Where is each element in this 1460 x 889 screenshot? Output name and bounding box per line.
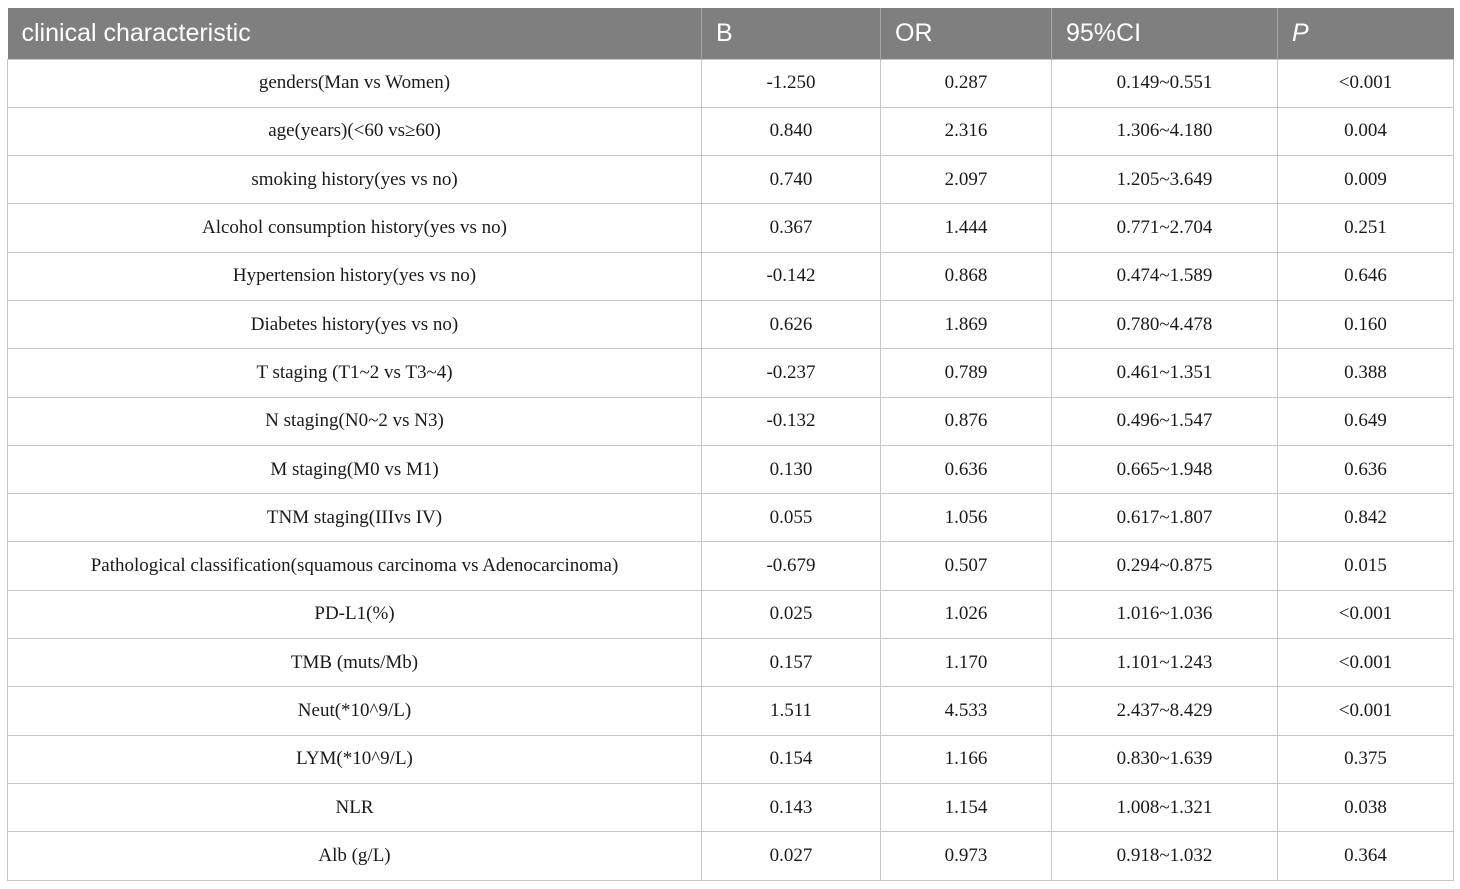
or-cell: 0.868: [881, 252, 1052, 300]
ci-cell: 0.294~0.875: [1052, 542, 1278, 590]
or-cell: 1.170: [881, 639, 1052, 687]
p-cell: <0.001: [1278, 590, 1454, 638]
or-cell: 4.533: [881, 687, 1052, 735]
p-cell: 0.004: [1278, 107, 1454, 155]
characteristic-cell: NLR: [8, 783, 702, 831]
characteristic-cell: age(years)(<60 vs≥60): [8, 107, 702, 155]
or-cell: 1.444: [881, 204, 1052, 252]
or-cell: 0.287: [881, 59, 1052, 107]
ci-cell: 2.437~8.429: [1052, 687, 1278, 735]
b-cell: -1.250: [702, 59, 881, 107]
b-cell: -0.142: [702, 252, 881, 300]
or-cell: 0.507: [881, 542, 1052, 590]
table-row: [8, 735, 1454, 783]
header-row: [8, 8, 1454, 59]
characteristic-cell: Hypertension history(yes vs no): [8, 252, 702, 300]
p-cell: 0.364: [1278, 832, 1454, 880]
ci-cell: 0.149~0.551: [1052, 59, 1278, 107]
characteristic-cell: TMB (muts/Mb): [8, 639, 702, 687]
ci-cell: 1.306~4.180: [1052, 107, 1278, 155]
b-cell: -0.132: [702, 397, 881, 445]
characteristic-cell: PD-L1(%): [8, 590, 702, 638]
table-row: [8, 494, 1454, 542]
ci-cell: 1.008~1.321: [1052, 783, 1278, 831]
b-cell: 0.626: [702, 300, 881, 348]
ci-cell: 0.665~1.948: [1052, 445, 1278, 493]
or-cell: 2.097: [881, 156, 1052, 204]
b-cell: 0.840: [702, 107, 881, 155]
header-95ci: 95%CI: [1052, 8, 1278, 59]
table-row: [8, 590, 1454, 638]
or-cell: 0.636: [881, 445, 1052, 493]
regression-table: [7, 8, 1454, 881]
table-row: [8, 445, 1454, 493]
table-row: [8, 107, 1454, 155]
ci-cell: 0.918~1.032: [1052, 832, 1278, 880]
or-cell: 0.876: [881, 397, 1052, 445]
or-cell: 1.154: [881, 783, 1052, 831]
characteristic-cell: Pathological classification(squamous carcinoma vs Adenocarcinoma): [8, 542, 702, 590]
b-cell: 0.154: [702, 735, 881, 783]
ci-cell: 0.474~1.589: [1052, 252, 1278, 300]
p-cell: 0.038: [1278, 783, 1454, 831]
table-row: [8, 59, 1454, 107]
p-cell: <0.001: [1278, 639, 1454, 687]
ci-cell: 0.830~1.639: [1052, 735, 1278, 783]
ci-cell: 0.461~1.351: [1052, 349, 1278, 397]
table-row: [8, 204, 1454, 252]
characteristic-cell: M staging(M0 vs M1): [8, 445, 702, 493]
b-cell: 0.157: [702, 639, 881, 687]
ci-cell: 0.780~4.478: [1052, 300, 1278, 348]
or-cell: 0.789: [881, 349, 1052, 397]
p-cell: 0.160: [1278, 300, 1454, 348]
table-row: [8, 300, 1454, 348]
characteristic-cell: LYM(*10^9/L): [8, 735, 702, 783]
table-row: [8, 832, 1454, 880]
characteristic-cell: genders(Man vs Women): [8, 59, 702, 107]
p-cell: <0.001: [1278, 59, 1454, 107]
or-cell: 1.026: [881, 590, 1052, 638]
or-cell: 1.869: [881, 300, 1052, 348]
ci-cell: 1.016~1.036: [1052, 590, 1278, 638]
header-clinical-characteristic: clinical characteristic: [8, 8, 702, 59]
b-cell: 0.130: [702, 445, 881, 493]
b-cell: -0.237: [702, 349, 881, 397]
characteristic-cell: Alb (g/L): [8, 832, 702, 880]
ci-cell: 0.617~1.807: [1052, 494, 1278, 542]
table-row: [8, 252, 1454, 300]
table-body: [8, 59, 1454, 880]
ci-cell: 1.205~3.649: [1052, 156, 1278, 204]
p-cell: 0.646: [1278, 252, 1454, 300]
table-row: [8, 397, 1454, 445]
p-cell: 0.375: [1278, 735, 1454, 783]
header-b: B: [702, 8, 881, 59]
b-cell: 0.143: [702, 783, 881, 831]
or-cell: 1.166: [881, 735, 1052, 783]
b-cell: 0.055: [702, 494, 881, 542]
p-cell: 0.388: [1278, 349, 1454, 397]
ci-cell: 0.771~2.704: [1052, 204, 1278, 252]
or-cell: 2.316: [881, 107, 1052, 155]
table-row: [8, 349, 1454, 397]
or-cell: 0.973: [881, 832, 1052, 880]
table-row: [8, 156, 1454, 204]
table-row: [8, 783, 1454, 831]
table-header: [8, 8, 1454, 59]
table-row: [8, 687, 1454, 735]
characteristic-cell: T staging (T1~2 vs T3~4): [8, 349, 702, 397]
characteristic-cell: Alcohol consumption history(yes vs no): [8, 204, 702, 252]
p-cell: 0.015: [1278, 542, 1454, 590]
header-or: OR: [881, 8, 1052, 59]
b-cell: -0.679: [702, 542, 881, 590]
or-cell: 1.056: [881, 494, 1052, 542]
p-cell: 0.251: [1278, 204, 1454, 252]
p-cell: 0.842: [1278, 494, 1454, 542]
ci-cell: 0.496~1.547: [1052, 397, 1278, 445]
b-cell: 0.027: [702, 832, 881, 880]
table-row: [8, 542, 1454, 590]
b-cell: 0.025: [702, 590, 881, 638]
characteristic-cell: Neut(*10^9/L): [8, 687, 702, 735]
characteristic-cell: Diabetes history(yes vs no): [8, 300, 702, 348]
ci-cell: 1.101~1.243: [1052, 639, 1278, 687]
characteristic-cell: TNM staging(IIIvs IV): [8, 494, 702, 542]
characteristic-cell: smoking history(yes vs no): [8, 156, 702, 204]
p-cell: 0.009: [1278, 156, 1454, 204]
b-cell: 0.367: [702, 204, 881, 252]
p-cell: 0.649: [1278, 397, 1454, 445]
characteristic-cell: N staging(N0~2 vs N3): [8, 397, 702, 445]
table-row: [8, 639, 1454, 687]
p-cell: <0.001: [1278, 687, 1454, 735]
b-cell: 0.740: [702, 156, 881, 204]
p-cell: 0.636: [1278, 445, 1454, 493]
b-cell: 1.511: [702, 687, 881, 735]
header-p: P: [1292, 18, 1309, 47]
